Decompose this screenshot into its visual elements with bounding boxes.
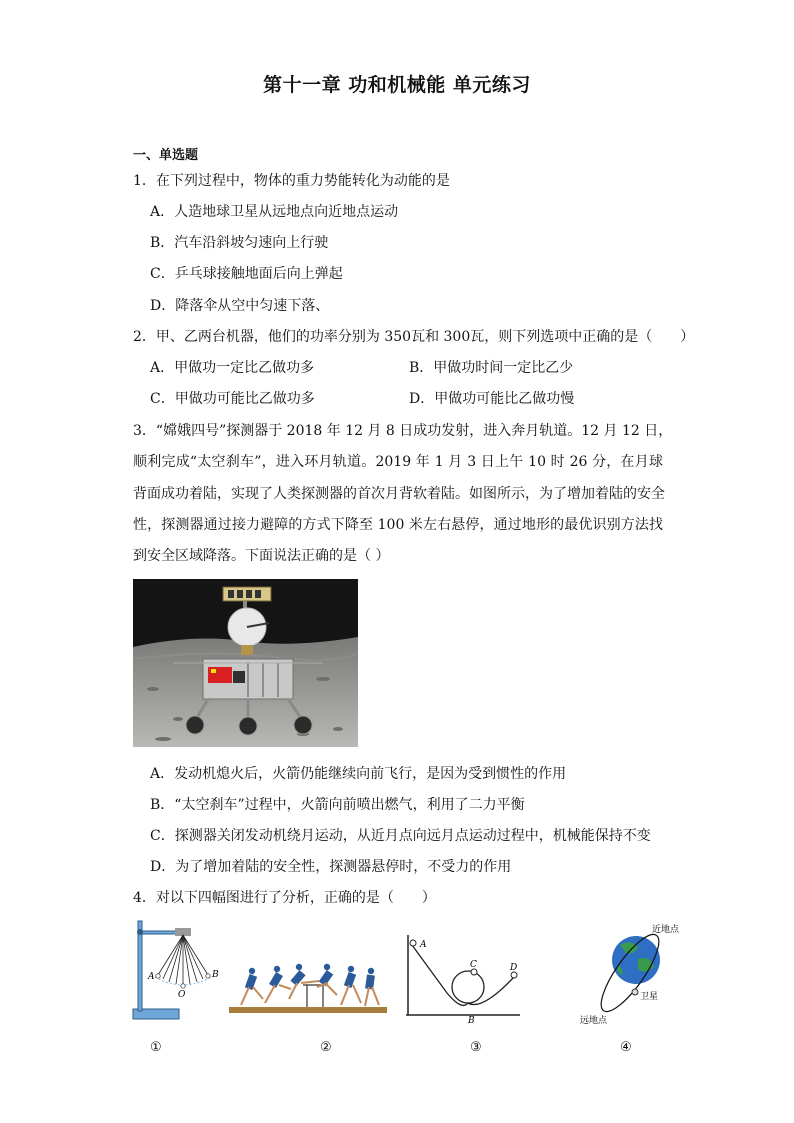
fig4-label-perigee: 近地点 <box>652 925 680 935</box>
section-heading: 一、单选题 <box>133 148 199 163</box>
q4-stem: 4．对以下四幅图进行了分析，正确的是（ ） <box>133 890 436 906</box>
figure-2-label: ② <box>320 1040 332 1055</box>
fig4-label-satellite: 卫星 <box>640 992 659 1002</box>
fig1-label-a: A <box>148 972 155 982</box>
page-title: 第十一章 功和机械能 单元练习 <box>263 74 531 96</box>
figure-track <box>402 915 522 1027</box>
q2-option-d: D．甲做功可能比乙做功慢 <box>409 391 575 407</box>
q3-option-a: A．发动机熄火后，火箭仍能继续向前飞行，是因为受到惯性的作用 <box>150 766 567 782</box>
q1-option-d: D．降落伞从空中匀速下落、 <box>150 298 330 314</box>
q3-option-c: C．探测器关闭发动机绕月运动，从近月点向远月点运动过程中，机械能保持不变 <box>150 828 651 844</box>
q2-stem: 2．甲、乙两台机器，他们的功率分别为 350瓦和 300瓦，则下列选项中正确的是（ ） <box>133 329 695 345</box>
fig3-label-b: B <box>468 1016 475 1026</box>
figure-orbit <box>578 915 698 1030</box>
q3-option-b: B．“太空刹车”过程中，火箭向前喷出燃气，利用了二力平衡 <box>150 797 525 813</box>
figure-4-label: ④ <box>620 1040 632 1055</box>
q2-option-b: B．甲做功时间一定比乙少 <box>409 360 574 376</box>
q1-option-b: B．汽车沿斜坡匀速向上行驶 <box>150 235 329 251</box>
fig1-label-b: B <box>212 970 219 980</box>
q3-line-5: 到安全区域降落。下面说法正确的是（ ） <box>133 548 390 564</box>
q1-stem: 1．在下列过程中，物体的重力势能转化为动能的是 <box>133 173 450 189</box>
fig3-label-d: D <box>510 963 518 973</box>
q1-option-c: C．乒乓球接触地面后向上弹起 <box>150 266 343 282</box>
q2-option-c: C．甲做功可能比乙做功多 <box>150 391 315 407</box>
q3-line-4: 性，探测器通过接力避障的方式下降至 100 米左右悬停，通过地形的最优识别方法找 <box>133 517 663 533</box>
lunar-rover-photo <box>133 579 358 747</box>
q1-option-a: A．人造地球卫星从远地点向近地点运动 <box>150 204 399 220</box>
figure-1-label: ① <box>150 1040 162 1055</box>
figure-pendulum <box>125 915 230 1027</box>
figure-3-label: ③ <box>470 1040 482 1055</box>
q2-option-a: A．甲做功一定比乙做功多 <box>150 360 315 376</box>
fig3-label-a: A <box>420 940 427 950</box>
fig4-label-apogee: 远地点 <box>580 1016 608 1026</box>
figure-hurdler <box>229 915 389 1020</box>
q3-line-2: 顺利完成“太空刹车”，进入环月轨道。2019 年 1 月 3 日上午 10 时 26 分，在月球 <box>133 454 663 470</box>
fig3-label-c: C <box>470 960 477 970</box>
q3-option-d: D．为了增加着陆的安全性，探测器悬停时，不受力的作用 <box>150 859 512 875</box>
q3-line-1: 3．“嫦娥四号”探测器于 2018 年 12 月 8 日成功发射，进入奔月轨道。12 月 12 日， <box>133 423 673 439</box>
q3-line-3: 背面成功着陆，实现了人类探测器的首次月背软着陆。如图所示，为了增加着陆的安全 <box>133 486 665 502</box>
fig1-label-o: O <box>178 990 186 1000</box>
